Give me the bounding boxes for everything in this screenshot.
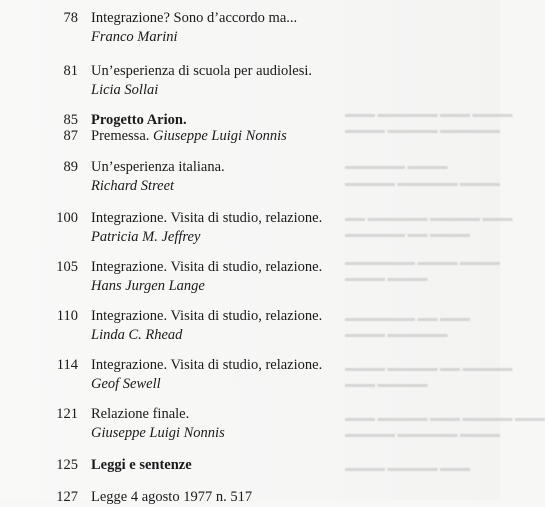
section-title: Leggi e sentenze: [91, 457, 192, 473]
page-number: 85: [63, 112, 78, 128]
page-number: 78: [63, 10, 78, 26]
page-number: 110: [56, 308, 78, 324]
entry-title: Un’esperienza di scuola per audiolesi.: [91, 63, 313, 79]
entry-author: Hans Jurgen Lange: [91, 278, 205, 294]
bleed-through-text: ▬▬▬▬▬▬▬ ▬▬▬▬ ▬▬▬▬: [345, 257, 500, 268]
entry-title: Un’esperienza italiana.: [91, 159, 225, 175]
entry-title: Premessa. Giuseppe Luigi Nonnis: [91, 128, 287, 144]
entry-author: Giuseppe Luigi Nonnis: [91, 425, 225, 441]
bleed-through-text: ▬▬▬▬▬▬▬ ▬▬ ▬▬▬: [345, 313, 470, 324]
bleed-through-text: ▬▬▬▬ ▬▬▬▬▬ ▬▬▬: [345, 463, 470, 474]
entry-title: Integrazione. Visita di studio, relazione.: [91, 259, 323, 275]
entry-author: Geof Sewell: [91, 376, 161, 392]
page-number: 87: [63, 128, 78, 144]
page-number: 125: [56, 457, 78, 473]
entry-title: Integrazione. Visita di studio, relazione.: [91, 308, 323, 324]
entry-author: Richard Street: [91, 178, 175, 194]
section-title: Progetto Arion.: [91, 112, 187, 128]
page-number: 127: [56, 489, 78, 505]
bleed-through-text: ▬▬▬▬▬ ▬▬▬▬▬▬ ▬▬▬▬: [345, 429, 500, 440]
page-number: 114: [56, 357, 78, 373]
bleed-through-text: ▬▬▬ ▬▬▬▬▬▬ ▬▬▬ ▬▬▬▬: [345, 109, 513, 120]
bleed-through-text: ▬▬ ▬▬▬▬▬▬ ▬▬▬▬▬ ▬▬▬: [345, 213, 513, 224]
bleed-through-text: ▬▬▬▬▬ ▬▬▬▬▬▬ ▬▬▬▬: [345, 178, 500, 189]
bleed-through-text: ▬▬▬ ▬▬▬▬▬ ▬▬▬ ▬▬▬▬▬ ▬▬▬: [345, 413, 545, 424]
entry-author: Patricia M. Jeffrey: [91, 229, 201, 245]
bleed-through-text: ▬▬▬▬ ▬▬▬▬▬ ▬▬▬▬▬▬: [345, 125, 500, 136]
entry-title: Legge 4 agosto 1977 n. 517: [91, 489, 253, 505]
bleed-through-text: ▬▬▬▬ ▬▬▬▬▬ ▬▬ ▬▬▬▬▬: [345, 363, 513, 374]
entry-title: Integrazione. Visita di studio, relazione.: [91, 357, 323, 373]
page-number: 121: [56, 406, 78, 422]
page-number: 105: [56, 259, 78, 275]
page-number: 81: [63, 63, 78, 79]
entry-title: Relazione finale.: [91, 406, 190, 422]
bleed-through-text: ▬▬▬▬▬▬ ▬▬▬▬: [345, 161, 448, 172]
page-number: 89: [63, 159, 78, 175]
entry-author: Franco Marini: [91, 29, 178, 45]
bleed-through-text: ▬▬▬ ▬▬▬▬▬: [345, 379, 428, 390]
bleed-through-text: ▬▬▬▬▬▬ ▬▬ ▬▬▬▬: [345, 229, 470, 240]
entry-title: Integrazione? Sono d’accordo ma...: [91, 10, 298, 26]
page-number: 100: [56, 210, 78, 226]
bleed-through-text: ▬▬▬▬ ▬▬▬▬▬▬: [345, 329, 448, 340]
entry-author: Linda C. Rhead: [91, 327, 183, 343]
entry-author: Giuseppe Luigi Nonnis: [153, 128, 287, 144]
bleed-through-text: ▬▬▬▬ ▬▬▬▬: [345, 273, 428, 284]
entry-title: Integrazione. Visita di studio, relazione.: [91, 210, 323, 226]
entry-author: Licia Sollai: [91, 82, 159, 98]
